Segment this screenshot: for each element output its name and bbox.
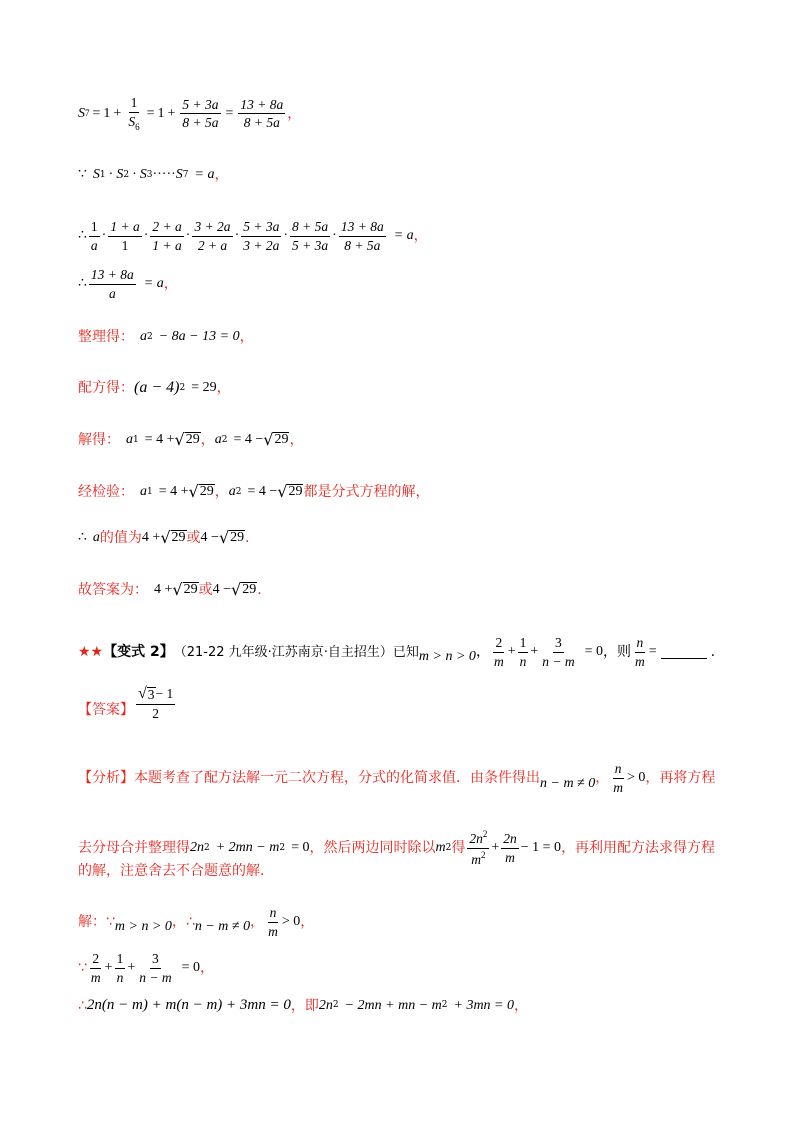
number: 1 <box>103 105 111 121</box>
plus: + <box>167 105 176 121</box>
sqrt: √ 29 <box>277 482 303 501</box>
equals: = <box>92 105 101 121</box>
solution-line-3: ∴ 2n(n − m) + m(n − m) + 3mn = 0 ，即 2n 2 − 2mn + mn − m 2 + 3mn = 0 ， <box>78 997 529 1014</box>
step-label: 配方得： <box>78 380 134 396</box>
sqrt: √ 29 <box>172 580 198 599</box>
fraction: $\frac{13 + 8a}{8 + 5a}$ <box>240 96 284 131</box>
fraction: $\frac{2}{m}$ <box>90 951 101 985</box>
step-solve: 解得： a 1 = 4 + √ 29 ， a 2 = 4 − √ 29 ， <box>78 430 304 449</box>
fraction: $\frac{3}{n - m}$ <box>542 635 575 669</box>
fraction: $\frac{1}{n}$ <box>519 635 527 669</box>
equals: = <box>225 105 234 121</box>
sqrt: √ 29 <box>231 580 257 599</box>
fraction: $\frac{5 + 3a}{3 + 2a}$ <box>243 219 280 253</box>
therefore-symbol: ∴ <box>78 530 87 545</box>
fraction: $\frac{8 + 5a}{5 + 3a}$ <box>292 219 329 253</box>
equation-product-condition: ∵ S 1 · S 2 · S 3 ····· S 7 = a ， <box>78 167 229 183</box>
equation-s7 <box>78 96 301 132</box>
var-s: S <box>78 105 85 121</box>
analysis-text: 去分母合并整理得 <box>78 840 190 856</box>
comma: ， <box>287 105 302 122</box>
fraction: $\frac{3 + 2a}{2 + a}$ <box>194 219 231 253</box>
step-label: 故答案为： <box>78 582 148 598</box>
analysis-line-2: 去分母合并整理得 2n 2 + 2mn − m 2 = 0 ，然后两边同时除以 m 2 得 $\frac{2n^2}{m^2}$ + $\frac{2n}{m}$ − 1 = 0 ，再利用配方法求得方程 <box>78 829 716 867</box>
step-label: 整理得： <box>78 329 134 345</box>
analysis-text: 【分析】本题考查了配方法解一元二次方程，分式的化简求值．由条件得出 <box>78 770 540 786</box>
problem-tag: 【变式 2】 <box>103 644 174 660</box>
step-arrange: 整理得： a 2 − 8a − 13 = 0 ， <box>78 329 254 345</box>
step-label: 经检验： <box>78 484 134 500</box>
difficulty-stars: ★★ <box>78 644 104 660</box>
number: 1 <box>157 105 165 121</box>
sqrt: √ 29 <box>188 482 214 501</box>
plus: + <box>113 105 122 121</box>
therefore-symbol: ∴ <box>78 228 87 243</box>
equals: = <box>146 105 155 121</box>
solution-line-2: ∵ $\frac{2}{m}$ + $\frac{1}{n}$ + $\frac{3}{n - m}$ = 0 ， <box>78 951 214 985</box>
fraction: $\frac{n}{m}$ <box>613 761 623 795</box>
sqrt: √ 29 <box>218 528 245 547</box>
fraction: $\frac{2n^2}{m^2}$ <box>469 829 488 867</box>
fraction: $\frac{1 + a}{1}$ <box>110 219 140 253</box>
solution-line-1: 解： ∵ m > n > 0 ， ∴ n − m ≠ 0 ， $\frac{n}{m}$ > 0 ， <box>78 905 315 939</box>
problem-source: （21-22 九年级·江苏南京·自主招生）已知 <box>173 644 419 660</box>
fraction: $\frac{5 + 3a}{8 + 5a}$ <box>182 96 219 131</box>
subscript: 7 <box>85 108 90 119</box>
sqrt: √ 29 <box>174 430 200 449</box>
therefore-symbol: ∴ <box>78 276 87 291</box>
sqrt: √ 29 <box>160 528 186 547</box>
answer-blank <box>661 658 707 659</box>
fraction: $\frac{1}{a}$ <box>90 219 98 253</box>
answer-statement: 故答案为： 4 + √ 29 或 4 − √ 29 . <box>78 580 262 599</box>
fraction: $\frac{13 + 8a}{8 + 5a}$ <box>340 219 384 253</box>
fraction: $\frac{2 + a}{1 + a}$ <box>152 219 182 253</box>
because-symbol: ∵ <box>78 167 87 182</box>
step-label: 解得： <box>78 432 120 448</box>
problem-statement: ★★ 【变式 2】 （21-22 九年级·江苏南京·自主招生）已知 m > n > 0 ， $\frac{2}{m}$ + $\frac{1}{n}$ + $\frac{3}{n - m}$ = 0 ， 则 $\frac{n}{m}$ = . <box>78 635 716 669</box>
analysis-text: 的解，注意舍去不合题意的解． <box>78 863 274 879</box>
analysis-line-3 <box>78 864 274 878</box>
step-value: ∴ a 的值为 4 + √ 29 或 4 − √ 29 . <box>78 528 250 547</box>
fraction: $\frac{n}{m}$ <box>635 635 645 669</box>
fraction: $\frac{13 + 8a}{a}$ <box>90 267 134 301</box>
fraction: $\frac{1}{n}$ <box>116 951 124 985</box>
answer-fraction: √ 3 − 1 2 <box>138 685 174 721</box>
sqrt: √ 29 <box>263 430 289 449</box>
fraction: $\frac{1}{S_6}$ <box>128 95 140 132</box>
equation-product-expanded: ∴ $\frac{1}{a}$ · $\frac{1 + a}{1}$ · $\frac{2 + a}{1 + a}$ · $\frac{3 + 2a}{2 + a}$ · $\frac{5 + 3a}{3 + 2a}$ · $\frac{8 + 5a}{5 + 3a}$ · $\frac{13 + 8a}{8 + 5a}$ = a ， <box>78 219 428 253</box>
fraction: $\frac{2}{m}$ <box>493 635 504 669</box>
fraction: $\frac{2n}{m}$ <box>503 831 517 865</box>
fraction: $\frac{3}{n - m}$ <box>139 951 172 985</box>
equation-simplified: ∴ $\frac{13 + 8a}{a}$ = a ， <box>78 267 178 301</box>
step-complete-square: 配方得： (a − 4) 2 = 29 ， <box>78 379 231 396</box>
solution-label: 解： <box>78 914 106 930</box>
analysis-line-1: 【分析】本题考查了配方法解一元二次方程，分式的化简求值．由条件得出 n − m ≠ 0 ， $\frac{n}{m}$ > 0 ，再将方程 <box>78 761 716 795</box>
answer-label: 【答案】 <box>78 702 134 719</box>
step-check: 经检验： a 1 = 4 + √ 29 ， a 2 = 4 − √ 29 都是分式方程的解， <box>78 482 430 501</box>
answer-line <box>78 686 177 721</box>
fraction: $\frac{n}{m}$ <box>268 905 278 939</box>
